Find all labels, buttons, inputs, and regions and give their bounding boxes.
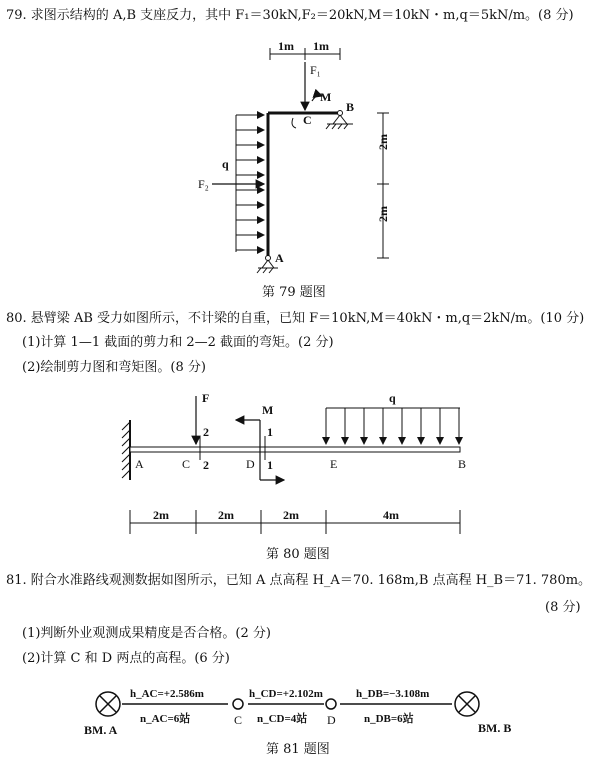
q81-node-d: D: [327, 713, 336, 727]
q79-text: 79. 求图示结构的 A,B 支座反力，其中 F₁＝30kN,F₂＝20kN,M＝10kN・m,q＝5kN/m。(8 分): [6, 8, 574, 23]
q81-text: 81. 附合水准路线观测数据如图所示，已知 A 点高程 H_A＝70. 168m,B 点高程 H_B＝71. 780m。: [6, 573, 592, 588]
q81-item-1: (1)判断外业观测成果精度是否合格。(2 分): [22, 626, 271, 641]
q79-q-label: q: [222, 157, 229, 171]
q79-f2-label: F₂: [198, 177, 209, 191]
q81-seg3-n: n_DB=6站: [364, 713, 414, 725]
q81-node-bma: BM. A: [84, 723, 118, 737]
q81-seg1-n: n_AC=6站: [140, 713, 191, 725]
q79-f1-label: F₁: [310, 63, 321, 77]
q79-a-label: A: [275, 251, 284, 265]
q80-item-1: (1)计算 1—1 截面的剪力和 2—2 截面的弯矩。(2 分): [22, 335, 334, 350]
q81-seg1-h: h_AC=+2.586m: [130, 688, 204, 700]
q80-s2-top: 2: [203, 425, 209, 439]
q79-m-label: M: [320, 90, 332, 104]
q79-dim-4: 2m: [376, 206, 390, 222]
q80-a-label: A: [135, 457, 144, 471]
q80-e-label: E: [330, 457, 338, 471]
q80-c-label: C: [182, 457, 191, 471]
q81-points: (8 分): [545, 600, 581, 615]
q81-seg2-h: h_CD=+2.102m: [249, 688, 323, 700]
q80-dim-4: 4m: [383, 508, 399, 522]
q80-text: 80. 悬臂梁 AB 受力如图所示，不计梁的自重，已知 F＝10kN,M＝40kN・m,q＝2kN/m。(10 分): [6, 311, 585, 326]
q81-figure: [0, 672, 597, 742]
q81-seg3-h: h_DB=−3.108m: [356, 688, 430, 700]
q80-m-label: M: [262, 403, 274, 417]
q79-b-label: B: [346, 100, 355, 114]
q80-s1-top: 1: [267, 425, 273, 439]
q81-node-bmb: BM. B: [478, 721, 512, 735]
q79-dim-2: 1m: [313, 39, 329, 53]
q80-b-label: B: [458, 457, 467, 471]
q80-f-label: F: [202, 391, 210, 405]
q81-node-c: C: [234, 713, 243, 727]
q81-seg2-n: n_CD=4站: [257, 713, 308, 725]
q80-dim-3: 2m: [283, 508, 299, 522]
q80-wall: [122, 420, 130, 480]
q79-dim-3: 2m: [376, 134, 390, 150]
q80-item-2: (2)绘制剪力图和弯矩图。(8 分): [22, 360, 206, 375]
q81-item-2: (2)计算 C 和 D 两点的高程。(6 分): [22, 651, 230, 666]
q79-dim-1: 1m: [278, 39, 294, 53]
q80-d-label: D: [246, 457, 255, 471]
q79-c-label: C: [303, 113, 312, 127]
q79-caption: 第 79 题图: [262, 285, 326, 300]
q80-dim-2: 2m: [218, 508, 234, 522]
q80-caption: 第 80 题图: [266, 547, 330, 562]
q80-q-label: q: [389, 391, 396, 405]
q80-figure: [0, 384, 597, 544]
q81-caption: 第 81 题图: [266, 742, 330, 757]
q80-s1-bottom: 1: [267, 458, 273, 472]
q80-beam: [130, 447, 460, 452]
q80-load-q: [326, 408, 460, 444]
q80-dim-1: 2m: [153, 508, 169, 522]
q79-frame: [268, 113, 340, 258]
q80-s2-bottom: 2: [203, 458, 209, 472]
q79-figure: [0, 20, 597, 310]
q79-c-arc: [292, 118, 296, 128]
